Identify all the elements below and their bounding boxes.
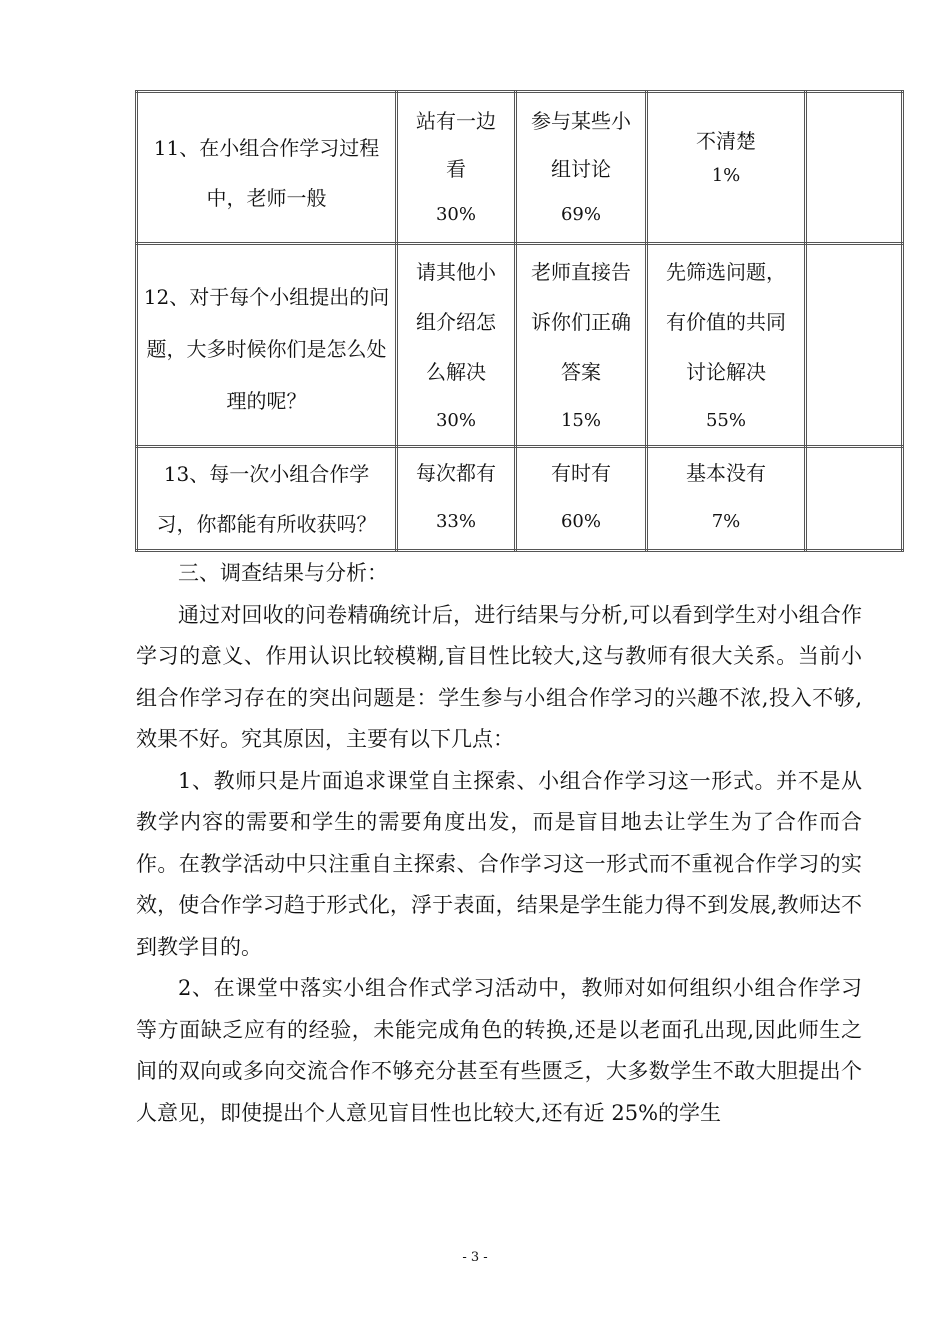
body-text (136, 553, 862, 1134)
empty-cell (806, 447, 903, 551)
option-text: 老师直接告诉你们正确答案 (531, 260, 631, 384)
option-percent: 1% (711, 165, 741, 186)
table-row (137, 92, 903, 244)
option-text: 先筛选问题，有价值的共同讨论解决 (666, 260, 786, 384)
section-heading: 三、调查结果与分析： (178, 561, 388, 585)
option-percent: 15% (560, 410, 601, 431)
option-text: 有时有 (551, 461, 611, 485)
option-percent: 60% (560, 511, 601, 532)
option-text: 参与某些小组讨论 (531, 109, 631, 181)
option-percent: 69% (560, 204, 601, 225)
option-text: 基本没有 (686, 461, 766, 485)
empty-cell (806, 92, 903, 244)
option-text: 请其他小组介绍怎么解决 (416, 260, 496, 384)
page-number: - 3 - (462, 1250, 488, 1265)
empty-cell (806, 244, 903, 447)
question-cell (137, 447, 397, 551)
option-cell (647, 447, 806, 551)
option-percent: 33% (435, 511, 476, 532)
paragraph: 1、教师只是片面追求课堂自主探索、小组合作学习这一形式。并不是从教学内容的需要和学生的需要角度出发，而是盲目地去让学生为了合作而合作。在教学活动中只注重自主探索、合作学习这一形式而不重视合作学习的实效，使合作学习趋于形式化，浮于表面，结果是学生能力得不到发展,教师达不到教学目的。 (136, 768, 862, 959)
question-text: 11、在小组合作学习过程中，老师一般 (153, 136, 380, 210)
question-text: 12、对于每个小组提出的问题，大多时候你们是怎么处理的呢？ (143, 285, 390, 413)
option-text: 不清楚 (696, 129, 756, 153)
table-row (137, 447, 903, 551)
option-text: 站有一边看 (416, 109, 496, 181)
option-percent: 7% (711, 511, 741, 532)
option-percent: 30% (435, 204, 476, 225)
option-percent: 30% (435, 410, 476, 431)
option-percent: 55% (705, 410, 746, 431)
paragraph: 通过对回收的问卷精确统计后，进行结果与分析,可以看到学生对小组合作学习的意义、作用认识比较模糊,盲目性比较大,这与教师有很大关系。当前小组合作学习存在的突出问题是：学生参与小组合作学习的兴趣不浓,投入不够,效果不好。究其原因，主要有以下几点： (136, 602, 862, 751)
option-cell (516, 244, 647, 447)
question-cell (137, 244, 397, 447)
option-cell (647, 244, 806, 447)
option-cell (397, 92, 516, 244)
survey-table (135, 90, 904, 552)
option-cell (397, 244, 516, 447)
option-cell (397, 447, 516, 551)
question-cell (137, 92, 397, 244)
question-text: 13、每一次小组合作学习，你都能有所收获吗？ (156, 462, 377, 536)
option-cell (516, 447, 647, 551)
option-text: 每次都有 (416, 461, 496, 485)
table-row (137, 244, 903, 447)
option-cell (516, 92, 647, 244)
option-cell (647, 92, 806, 244)
paragraph: 2、在课堂中落实小组合作式学习活动中，教师对如何组织小组合作学习等方面缺乏应有的经验，未能完成角色的转换,还是以老面孔出现,因此师生之间的双向或多向交流合作不够充分甚至有些匮乏，大多数学生不敢大胆提出个人意见，即使提出个人意见盲目性也比较大,还有近 25%的学生 (136, 976, 862, 1125)
